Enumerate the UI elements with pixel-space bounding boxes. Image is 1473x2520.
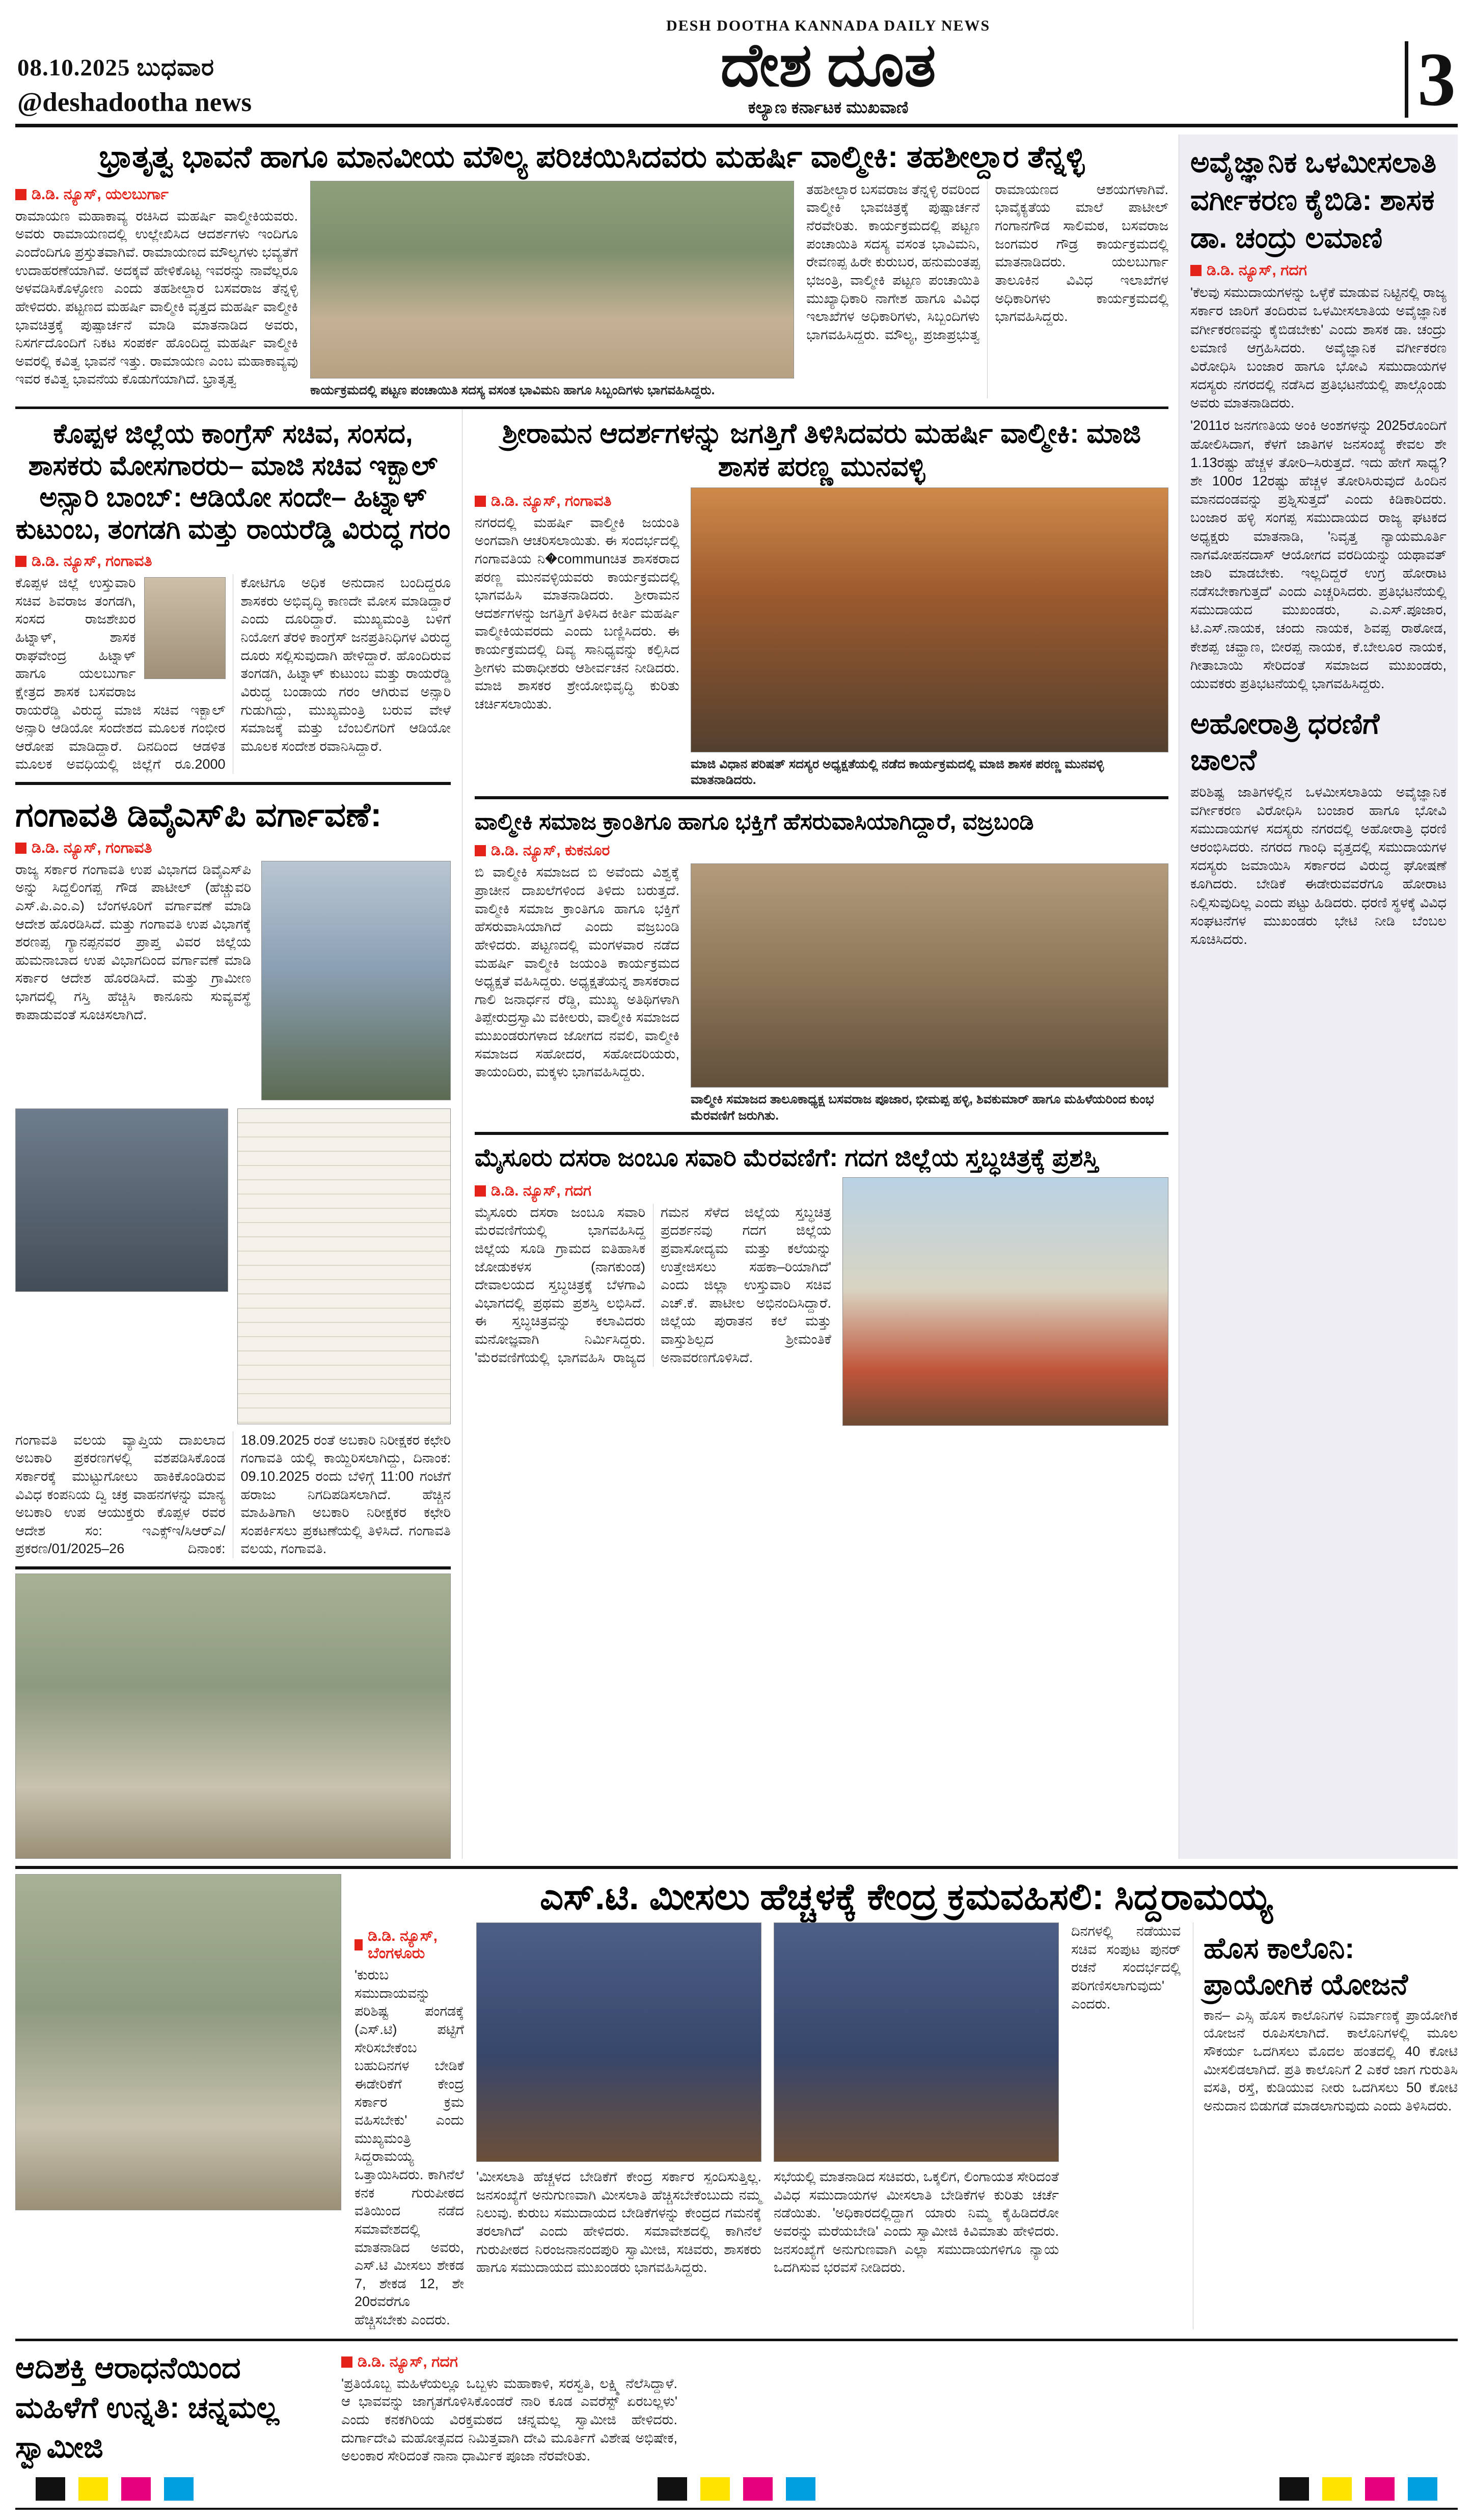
- st-body-b: 'ಮೀಸಲಾತಿ ಹೆಚ್ಚಳದ ಬೇಡಿಕೆಗೆ ಕೇಂದ್ರ ಸರ್ಕಾರ ಸ್ಪಂದಿಸುತ್ತಿಲ್ಲ. ಜನಸಂಖ್ಯೆಗೆ ಅನುಗುಣವಾಗಿ ಮೀಸಲಾತಿ ಹೆಚ್ಚಿಸಬೇಕೆಂಬುದು ನಮ್ಮ ನಿಲುವು. ಕುರುಬ ಸಮುದಾಯದ ಬೇಡಿಕೆಗಳನ್ನು ಕೇಂದ್ರದ ಗಮನಕ್ಕೆ ತರಲಾಗಿದೆ' ಎಂದು ಹೇಳಿದರು. ಸಮಾವೇಶದಲ್ಲಿ ಕಾಗಿನೆಲೆ ಗುರುಪೀಠದ ನಿರಂಜನಾನಂದಪುರಿ ಸ್ವಾಮೀಜಿ, ಸಚಿವರು, ಶಾಸಕರು ಹಾಗೂ ಸಮುದಾಯದ ಮುಖಂಡರು ಭಾಗವಹಿಸಿದ್ದರು.: [476, 2169, 761, 2275]
- cmyk-group-right: [1279, 2477, 1437, 2501]
- bottom-left-photo-block: [15, 1566, 451, 1859]
- transfer-order-document-photo: [237, 1108, 451, 1424]
- press-meet-speaker-photo: [15, 1108, 228, 1292]
- masthead-left: [17, 54, 252, 118]
- byline-marker-icon: [1190, 265, 1202, 276]
- footer-rule: [15, 2508, 1458, 2510]
- st-felicitation-photo-1: [476, 1922, 761, 2162]
- dysp-byline: [15, 839, 451, 857]
- byline-marker-icon: [354, 1939, 363, 1950]
- sidebar2-headline: ಅಹೋರಾತ್ರಿ ಧರಣಿಗೆ ಚಾಲನೆ: [1190, 708, 1380, 777]
- cmyk-cyan-swatch: [786, 2477, 815, 2501]
- dasara-text-block: [475, 1177, 831, 1426]
- lead-photo-block: [310, 181, 794, 398]
- cmyk-cyan-swatch: [1408, 2477, 1437, 2501]
- byline-marker-icon: [475, 1185, 486, 1197]
- dysp-headline: ಗಂಗಾವತಿ ಡಿವೈಎಸ್‌ಪಿ ವರ್ಗಾವಣೆ:: [15, 796, 382, 834]
- adishakti-text-block: [341, 2348, 677, 2468]
- sidebar1-byline-text: ಡಿ.ಡಿ. ನ್ಯೂಸ್, ಗದಗ: [1207, 262, 1307, 279]
- print-registration-marks: [36, 2477, 1437, 2501]
- shrirama-byline: [475, 493, 679, 510]
- cmyk-group-left: [36, 2477, 194, 2501]
- lead-body-right: ತಹಶೀಲ್ದಾರ ಬಸವರಾಜ ತೆನ್ನಳ್ಳಿ ರವರಿಂದ ವಾಲ್ಮೀಕಿ ಭಾವಚಿತ್ರಕ್ಕೆ ಪುಷ್ಪಾರ್ಚನೆ ನೆರವೇರಿತು. ಕಾರ್ಯಕ್ರಮದಲ್ಲಿ ಪಟ್ಟಣ ಪಂಚಾಯಿತಿ ಸದಸ್ಯ ವಸಂತ ಭಾವಿಮನಿ, ರೇವಣಪ್ಪ ಹಿರೇ ಕುರುಬರ, ಹನುಮಂತಪ್ಪ ಭಜಂತ್ರಿ, ವಾಲ್ಮೀಕಿ ಪಟ್ಟಣ ಪಂಚಾಯಿತಿ ಮುಖ್ಯಾಧಿಕಾರಿ ನಾಗೇಶ ಹಾಗೂ ವಿವಿಧ ಇಲಾಖೆಗಳ ಅಧಿಕಾರಿಗಳು, ಸಿಬ್ಬಂದಿಗಳು ಭಾಗವಹಿಸಿದ್ದರು. ಮೌಲ್ಯ, ಪ್ರಜಾಪ್ರಭುತ್ವ ರಾಮಾಯಣದ ಆಶಯಗಳಾಗಿವೆ. ಭಾವೈಕ್ಯತೆಯ ಮಾಲೆ ಪಾಟೀಲ್ ಗಂಗಾನಗೌಡ ಸಾಲಿಮಠ, ಬಸವರಾಜ ಜಂಗಮರ ಗೌಡ್ರ ಕಾರ್ಯಕ್ರಮದಲ್ಲಿ ಮಾತನಾಡಿದರು. ಯಲಬುರ್ಗಾ ತಾಲೂಕಿನ ವಿವಿಧ ಇಲಾಖೆಗಳ ಅಧಿಕಾರಿಗಳು ಕಾರ್ಯಕ್ರಮದಲ್ಲಿ ಭಾಗವಹಿಸಿದ್ದರು.: [806, 181, 1168, 342]
- vajrabandi-caption: ವಾಲ್ಮೀಕಿ ಸಮಾಜದ ತಾಲೂಕಾಧ್ಯಕ್ಷ ಬಸವರಾಜ ಪೂಜಾರ, ಭೀಮಪ್ಪ ಹಳ್ಳಿ, ಶಿವಕುಮಾರ್ ಹಾಗೂ ಮಹಿಳೆಯರಿಂದ ಕುಂಭ ಮೆರವಣಿಗೆ ಜರುಗಿತು.: [691, 1092, 1154, 1123]
- lead-body-left: ರಾಮಾಯಣ ಮಹಾಕಾವ್ಯ ರಚಿಸಿದ ಮಹರ್ಷಿ ವಾಲ್ಮೀಕಿಯವರು. ಅವರು ರಾಮಾಯಣದಲ್ಲಿ ಉಲ್ಲೇಖಿಸಿದ ಆದರ್ಶಗಳು ಇಂದಿಗೂ ಎಂದೆಂದಿಗೂ ಪ್ರಸ್ತುತವಾಗಿವೆ. ರಾಮಾಯಣದ ಮೌಲ್ಯಗಳು ಭವ್ಯತೆಗೆ ಉದಾಹರಣೆಯಾಗಿವೆ. ಅದಕ್ಕವೆ ಹೇಳಿಕೊಟ್ಟ ಇವರನ್ನು ನಾವೆಲ್ಲರೂ ಅಳವಡಿಸಿಕೊಳ್ಳೋಣ ಎಂದು ತಹಶೀಲ್ದಾರ ಬಸವರಾಜ ತೆನ್ನಳ್ಳಿ ಹೇಳಿದರು. ಪಟ್ಟಣದ ಮಹರ್ಷಿ ವಾಲ್ಮೀಕಿ ವೃತ್ತದ ಮಹರ್ಷಿ ವಾಲ್ಮೀಕಿ ಭಾವಚಿತ್ರಕ್ಕೆ ಪುಷ್ಪಾರ್ಚನೆ ಮಾಡಿ ಮಾತನಾಡಿದ ಅವರು, ನಿಸರ್ಗದೊಂದಿಗೆ ನಿಕಟ ಸಂಪರ್ಕ ಹೊಂದಿದ್ದ ಮಹರ್ಷಿ ವಾಲ್ಮೀಕಿ ಅವರಲ್ಲಿ ಕವಿತ್ವ ಭಾವನೆ ಇತ್ತು. ರಾಮಾಯಣ ಎಂಬ ಮಹಾಕಾವ್ಯವು ಇವರ ಕವಿತ್ವ ಭಾವನೆಯ ಕೊಡುಗೆಯಾಗಿದೆ. ಭ್ರಾತೃತ್ವ: [15, 208, 298, 387]
- st-column-d: [1071, 1922, 1181, 2329]
- procession-photo: [15, 1574, 451, 1859]
- lead-headline: ಭ್ರಾತೃತ್ವ ಭಾವನೆ ಹಾಗೂ ಮಾನವೀಯ ಮೌಲ್ಯ ಪರಿಚಯಿಸಿದವರು ಮಹರ್ಷಿ ವಾಲ್ಮೀಕಿ: ತಹಶೀಲ್ದಾರ ತೆನ್ನಳ್ಳಿ: [99, 140, 1085, 174]
- byline-marker-icon: [15, 556, 26, 567]
- masthead: [15, 14, 1458, 123]
- sidebar1-body-2: '2011ರ ಜನಗಣತಿಯ ಅಂಕಿ ಅಂಶಗಳನ್ನು 2025ರೊಂದಿಗೆ ಹೋಲಿಸಿದಾಗ, ಕೆಳಗೆ ಜಾತಿಗಳ ಜನಸಂಖ್ಯೆ ಕೇವಲ ಶೇ 1.13ರಷ್ಟು ಹೆಚ್ಚಳ ತೋರಿ–ಸಿರುತ್ತದೆ. ಇದು ಹೇಗೆ ಸಾಧ್ಯ? ಶೇ 100ರ 12ರಷ್ಟು ಹೆಚ್ಚಳ ತೋರಿಸಿರುವುದೆ ಹಿಂದಿನ ಮಾನದಂಡವನ್ನು ಪ್ರಶ್ನಿಸುತ್ತದೆ' ಎಂದು ಕಿಡಿಕಾರಿದರು. ಬಂಜಾರ ಹಳ್ಳಿ ಸಂಗಪ್ಪ ಸಮುದಾಯದ ರಾಜ್ಯ ಘಟಕದ ಅಧ್ಯಕ್ಷರು ಮಾತನಾಡಿ, 'ನಿವೃತ್ತ ನ್ಯಾಯಮೂರ್ತಿ ನಾಗಮೋಹನದಾಸ್ ಆಯೋಗದ ವರದಿಯನ್ನು ಯಥಾವತ್ ಜಾರಿ ಮಾಡಬೇಕು. ಇಲ್ಲದಿದ್ದರೆ ಉಗ್ರ ಹೋರಾಟ ನಡೆಸಬೇಕಾಗುತ್ತದೆ' ಎಂದು ಎಚ್ಚರಿಸಿದರು. ಪ್ರತಿಭಟನೆಯಲ್ಲಿ ಸಮುದಾಯದ ಮುಖಂಡರು, ಎ.ಎಸ್.ಪೂಜಾರ, ಟಿ.ಎಸ್.ನಾಯಕ, ಚಂದು ನಾಯಕ, ಶಿವಪ್ಪ ರಾಠೋಡ, ಕೇಶಪ್ಪ ಚವ್ಹಾಣ, ಬೀರಪ್ಪ ನಾಯಕ, ಕೆ.ಬೇಲೂರ ನಾಯಕ, ಗೀತಾಬಾಯಿ ಸೇರಿದಂತೆ ಸಮಾಜದ ಮುಖಂಡರು, ಯುವಕರು ಪ್ರತಿಭಟನೆಯಲ್ಲಿ ಭಾಗವಹಿಸಿದ್ದರು.: [1190, 418, 1447, 691]
- st-body-a: 'ಕುರುಬ ಸಮುದಾಯವನ್ನು ಪರಿಶಿಷ್ಟ ಪಂಗಡಕ್ಕೆ (ಎಸ್.ಟಿ) ಪಟ್ಟಿಗೆ ಸೇರಿಸಬೇಕೆಂಬ ಬಹುದಿನಗಳ ಬೇಡಿಕೆ ಈಡೇರಿಕೆಗೆ ಕೇಂದ್ರ ಸರ್ಕಾರ ಕ್ರಮ ವಹಿಸಬೇಕು' ಎಂದು ಮುಖ್ಯಮಂತ್ರಿ ಸಿದ್ದರಾಮಯ್ಯ ಒತ್ತಾಯಿಸಿದರು. ಕಾಗಿನೆಲೆ ಕನಕ ಗುರುಪೀಠದ ವತಿಯಿಂದ ನಡೆದ ಸಮಾವೇಶದಲ್ಲಿ ಮಾತನಾಡಿದ ಅವರು, ಎಸ್.ಟಿ ಮೀಸಲು ಶೇಕಡ 7, ಶೇಕಡ 12, ಶೇ 20ರವರೆಗೂ ಹೆಚ್ಚಿಸಬೇಕು ಎಂದರು.: [354, 1967, 464, 2328]
- vajrabandi-headline: ವಾಲ್ಮೀಕಿ ಸಮಾಜ ಕ್ರಾಂತಿಗೂ ಹಾಗೂ ಭಕ್ತಿಗೆ ಹೆಸರುವಾಸಿಯಾಗಿದ್ದಾರೆ, ವಜ್ರಬಂಡಿ: [475, 808, 1034, 835]
- adishakti-byline-text: ಡಿ.ಡಿ. ನ್ಯೂಸ್, ಗದಗ: [358, 2353, 458, 2370]
- right-sidebar: [1179, 134, 1458, 1859]
- st-column-b: [476, 1922, 761, 2329]
- st-column-a: [354, 1922, 464, 2329]
- sidebar1-byline: [1190, 262, 1447, 279]
- article-sidebar-dharani: [1190, 706, 1447, 949]
- article-dasara: [475, 1132, 1168, 1426]
- lead-byline: [15, 186, 298, 203]
- shrirama-speaker-photo: [691, 487, 1168, 752]
- st-column-e: [1193, 1922, 1458, 2329]
- article-koppal: [15, 409, 451, 774]
- shrirama-byline-text: ಡಿ.ಡಿ. ನ್ಯೂಸ್, ಗಂಗಾವತಿ: [491, 492, 612, 509]
- koppal-body-text: ಕೊಪ್ಪಳ ಜಿಲ್ಲೆ ಉಸ್ತುವಾರಿ ಸಚಿವ ಶಿವರಾಜ ತಂಗಡಗಿ, ಸಂಸದ ರಾಜಶೇಖರ ಹಿಟ್ನಾಳ್, ಶಾಸಕ ರಾಘವೇಂದ್ರ ಹಿಟ್ನಾಳ್ ಹಾಗೂ ಯಲಬುರ್ಗಾ ಕ್ಷೇತ್ರದ ಶಾಸಕ ಬಸವರಾಜ ರಾಯರೆಡ್ಡಿ ವಿರುದ್ಧ ಮಾಜಿ ಸಚಿವ ಇಕ್ಬಾಲ್ ಅನ್ಸಾರಿ ಆಡಿಯೋ ಸಂದೇಶದ ಮೂಲಕ ಗಂಭೀರ ಆರೋಪ ಮಾಡಿದ್ದಾರೆ. ದಿನದಿಂದ ಆಡಳಿತ ಮೂಲಕ ಅವಧಿಯಲ್ಲಿ ಜಿಲ್ಲೆಗೆ ರೂ.2000 ಕೋಟಿಗೂ ಅಧಿಕ ಅನುದಾನ ಬಂದಿದ್ದರೂ ಶಾಸಕರು ಅಭಿವೃದ್ಧಿ ಕಾಣದೇ ಮೋಸ ಮಾಡಿದ್ದಾರೆ ಎಂದು ದೂರಿದ್ದಾರೆ. ಮುಖ್ಯಮಂತ್ರಿ ಬಳಿಗೆ ನಿಯೋಗ ತೆರಳಿ ಕಾಂಗ್ರೆಸ್ ಜನಪ್ರತಿನಿಧಿಗಳ ವಿರುದ್ಧ ದೂರು ಸಲ್ಲಿಸುವುದಾಗಿ ಹೇಳಿದ್ದಾರೆ. ಹೊಂದಿರುವ ತಂಗಡಗಿ, ಹಿಟ್ನಾಳ್ ಕುಟುಂಬ ಮತ್ತು ರಾಯರೆಡ್ಡಿ ವಿರುದ್ಧ ಬಂಡಾಯ ಗರಂ ಆಗಿರುವ ಅನ್ಸಾರಿ ಗುಡುಗಿದ್ದು, ಮುಖ್ಯಮಂತ್ರಿ ಬರುವ ವೇಳೆ ಸಮಾಜಕ್ಕೆ ಮತ್ತು ಬೆಂಬಲಿಗರಿಗೆ ಆಡಿಯೋ ಮೂಲಕ ಸಂದೇಶ ರವಾನಿಸಿದ್ದಾರೆ.: [15, 575, 451, 772]
- lead-photo-caption: ಕಾರ್ಯಕ್ರಮದಲ್ಲಿ ಪಟ್ಟಣ ಪಂಚಾಯಿತಿ ಸದಸ್ಯ ವಸಂತ ಭಾವಿಮನಿ ಹಾಗೂ ಸಿಬ್ಬಂದಿಗಳು ಭಾಗವಹಿಸಿದ್ದರು.: [310, 383, 715, 397]
- cmyk-cyan-swatch: [164, 2477, 194, 2501]
- shrirama-photo-block: [691, 487, 1168, 789]
- hosa-body: ಕಾನ– ಎಸ್ಸಿ ಹೊಸ ಕಾಲೊನಿಗಳ ನಿರ್ಮಾಣಕ್ಕೆ ಪ್ರಾಯೋಗಿಕ ಯೋಜನೆ ರೂಪಿಸಲಾಗಿದೆ. ಕಾಲೊನಿಗಳಲ್ಲಿ ಮೂಲ ಸೌಕರ್ಯ ಒದಗಿಸಲು ಮೊದಲ ಹಂತದಲ್ಲಿ 40 ಕೋಟಿ ಮೀಸಲಿಡಲಾಗಿದೆ. ಪ್ರತಿ ಕಾಲೊನಿಗೆ 2 ಎಕರೆ ಜಾಗ ಗುರುತಿಸಿ ವಸತಿ, ರಸ್ತೆ, ಕುಡಿಯುವ ನೀರು ಒದಗಿಸಲು 50 ಕೋಟಿ ಅನುದಾನ ಬಿಡುಗಡೆ ಮಾಡಲಾಗುವುದು ಎಂದು ತಿಳಿಸಿದರು.: [1204, 2007, 1458, 2113]
- st-body-d: ದಿನಗಳಲ್ಲಿ ನಡೆಯುವ ಸಚಿವ ಸಂಪುಟ ಪುನರ್ ರಚನೆ ಸಂದರ್ಭದಲ್ಲಿ ಪರಿಗಣಿಸಲಾಗುವುದು' ಎಂದರು.: [1071, 1923, 1181, 2012]
- sidebar1-body-1: 'ಕೆಲವು ಸಮುದಾಯಗಳನ್ನು ಒಳ್ಳೆಕೆ ಮಾಡುವ ನಿಟ್ಟಿನಲ್ಲಿ ರಾಜ್ಯ ಸರ್ಕಾರ ಜಾರಿಗೆ ತಂದಿರುವ ಒಳಮೀಸಲಾತಿಯ ಅವೈಜ್ಞಾನಿಕ ವರ್ಗೀಕರಣವನ್ನು ಕೈಬಿಡಬೇಕು' ಎಂದು ಶಾಸಕ ಡಾ. ಚಂದ್ರು ಲಮಾಣಿ ಆಗ್ರಹಿಸಿದರು. ಅವೈಜ್ಞಾನಿಕ ವರ್ಗೀಕರಣ ವಿರೋಧಿಸಿ ಬಂಜಾರ ಹಾಗೂ ಭೋವಿ ಸಮುದಾಯಗಳ ಸದಸ್ಯರು ನಗರದಲ್ಲಿ ನಡೆಸಿದ ಪ್ರತಿಭಟನೆಯಲ್ಲಿ ಪಾಲ್ಗೊಂಡು ಅವರು ಮಾತನಾಡಿದರು.: [1190, 285, 1447, 411]
- dysp-media-column: [15, 1108, 228, 1424]
- koppal-headline: ಕೊಪ್ಪಳ ಜಿಲ್ಲೆಯ ಕಾಂಗ್ರೆಸ್ ಸಚಿವ, ಸಂಸದ, ಶಾಸಕರು ಮೋಸಗಾರರು– ಮಾಜಿ ಸಚಿವ ಇಕ್ಬಾಲ್ ಅನ್ಸಾರಿ ಬಾಂಬ್: ಆಡಿಯೋ ಸಂದೇ– ಹಿಟ್ನಾಳ್ ಕುಟುಂಬ, ತಂಗಡಗಿ ಮತ್ತು ರಾಯರೆಡ್ಡಿ ವಿರುದ್ಧ ಗರಂ: [15, 419, 451, 545]
- page-number-divider: [1405, 41, 1408, 118]
- article-sidebar-inner-reservation: [1190, 144, 1447, 693]
- durga-procession-photo: [15, 1874, 341, 2210]
- vajrabandi-photo-block: [691, 863, 1168, 1124]
- cmyk-magenta-swatch: [1365, 2477, 1395, 2501]
- lead-group-photo: [310, 181, 794, 378]
- adishakti-body: 'ಪ್ರತಿಯೊಬ್ಬ ಮಹಿಳೆಯಲ್ಲೂ ಒಬ್ಬಳು ಮಹಾಕಾಳಿ, ಸರಸ್ವತಿ, ಲಕ್ಷ್ಮಿ ನೆಲೆಸಿದ್ದಾಳೆ. ಆ ಭಾವವನ್ನು ಜಾಗೃತಗೊಳಿಸಿಕೊಂಡರೆ ನಾರಿ ಕೂಡ ಎವರೆಸ್ಟ್ ಏರಬಲ್ಲಳು' ಎಂದು ಕನಕಗಿರಿಯ ವಿರಕ್ತಮಠದ ಚನ್ನಮಲ್ಲ ಸ್ವಾಮೀಜಿ ಹೇಳಿದರು. ದುರ್ಗಾದೇವಿ ಮಹೋತ್ಸವದ ನಿಮಿತ್ತವಾಗಿ ದೇವಿ ಮೂರ್ತಿಗೆ ವಿಶೇಷ ಅಭಿಷೇಕ, ಅಲಂಕಾರ ಸೇರಿದಂತೆ ನಾನಾ ಧಾರ್ಮಿಕ ಪೂಜಾ ನೆರವೇರಿತು.: [341, 2375, 677, 2464]
- masthead-kannada-title: ದೇಶ ದೂತ: [720, 32, 936, 99]
- vajrabandi-stage-photo: [691, 863, 1168, 1088]
- vajrabandi-body: ಬಿ ವಾಲ್ಮೀಕಿ ಸಮಾಜದ ಬಿ ಅವೆಂದು ವಿಶ್ವಕ್ಕೆ ಪ್ರಾಚೀನ ದಾಖಲೆಗಳಿಂದ ತಿಳಿದು ಬರುತ್ತದೆ. ವಾಲ್ಮೀಕಿ ಸಮಾಜ ಕ್ರಾಂತಿಗೂ ಹಾಗೂ ಭಕ್ತಿಗೆ ಹೆಸರುವಾಸಿಯಾಗಿದೆ ಎಂದು ವಜ್ರಬಂಡಿ ಹೇಳಿದರು. ಪಟ್ಟಣದಲ್ಲಿ ಮಂಗಳವಾರ ನಡೆದ ಮಹರ್ಷಿ ವಾಲ್ಮೀಕಿ ಜಯಂತಿ ಕಾರ್ಯಕ್ರಮದ ಅಧ್ಯಕ್ಷತೆ ವಹಿಸಿದ್ದರು. ಅಧ್ಯಕ್ಷತೆಯನ್ನ ಶಾಸಕರಾದ ಗಾಲಿ ಜನಾರ್ಧನ ರೆಡ್ಡಿ, ಮುಖ್ಯ ಅತಿಥಿಗಳಾಗಿ ತಿಪ್ಪೇರುದ್ರಸ್ವಾಮಿ ವಕೀಲರು, ವಾಲ್ಮೀಕಿ ಸಮಾಜದ ಮುಖಂಡರುಗಳಾದ ಜೋಗದ ನವಲಿ, ವಾಲ್ಮೀಕಿ ಸಮಾಜದ ಸಹೋದರ, ಸಹೋದರಿಯರು, ತಾಯಂದಿರು, ಮಕ್ಕಳು ಭಾಗವಹಿಸಿದ್ದರು.: [475, 864, 679, 1080]
- st-body-c: ಸಭೆಯಲ್ಲಿ ಮಾತನಾಡಿದ ಸಚಿವರು, ಒಕ್ಕಲಿಗ, ಲಿಂಗಾಯತ ಸೇರಿದಂತೆ ವಿವಿಧ ಸಮುದಾಯಗಳ ಮೀಸಲಾತಿ ಬೇಡಿಕೆಗಳ ಕುರಿತು ಚರ್ಚೆ ನಡೆಯಿತು. 'ಅಧಿಕಾರದಲ್ಲಿದ್ದಾಗ ಯಾರು ನಿಮ್ಮ ಕೈಹಿಡಿದರೋ ಅವರನ್ನು ಮರೆಯಬೇಡಿ' ಎಂದು ಸ್ವಾಮೀಜಿ ಕಿವಿಮಾತು ಹೇಳಿದರು. ಜನಸಂಖ್ಯೆಗೆ ಅನುಗುಣವಾಗಿ ಎಲ್ಲಾ ಸಮುದಾಯಗಳಿಗೂ ನ್ಯಾಯ ಒದಗಿಸುವ ಭರವಸೆ ನೀಡಿದರು.: [774, 2169, 1059, 2275]
- dysp-notice: ಗಂಗಾವತಿ ವಲಯ ವ್ಯಾಪ್ತಿಯ ದಾಖಲಾದ ಅಬಕಾರಿ ಪ್ರಕರಣಗಳಲ್ಲಿ ವಶಪಡಿಸಿಕೊಂಡ ಸರ್ಕಾರಕ್ಕೆ ಮುಟ್ಟುಗೋಲು ಹಾಕಿಕೊಂಡಿರುವ ವಿವಿಧ ಕಂಪನಿಯ ದ್ವಿ ಚಕ್ರ ವಾಹನಗಳನ್ನು ಮಾನ್ಯ ಅಬಕಾರಿ ಉಪ ಆಯುಕ್ತರು ಕೊಪ್ಪಳ ರವರ ಆದೇಶ ಸಂ: ಇಎಕ್ಸ್‌ಇ/ಸಿಆರ್‌ಎ/ ಪ್ರಕರಣ/01/2025–26 ದಿನಾಂಕ: 18.09.2025 ರಂತೆ ಅಬಕಾರಿ ನಿರೀಕ್ಷಕರ ಕಛೇರಿ ಗಂಗಾವತಿ ಯಲ್ಲಿ ಕಾಯ್ದಿರಿಸಲಾಗಿದ್ದು, ದಿನಾಂಕ: 09.10.2025 ರಂದು ಬೆಳಿಗ್ಗೆ 11:00 ಗಂಟೆಗೆ ಹರಾಜು ನಿಗದಿಪಡಿಸಲಾಗಿದೆ. ಹೆಚ್ಚಿನ ಮಾಹಿತಿಗಾಗಿ ಅಬಕಾರಿ ನಿರೀಕ್ಷಕರ ಕಛೇರಿ ಸಂಪರ್ಕಿಸಲು ಪ್ರಕಟಣೆಯಲ್ಲಿ ತಿಳಿಸಿದೆ. ಗಂಗಾವತಿ ವಲಯ, ಗಂಗಾವತಿ.: [15, 1432, 451, 1557]
- cmyk-magenta-swatch: [743, 2477, 773, 2501]
- masthead-english-title: DESH DOOTHA KANNADA DAILY NEWS: [666, 17, 991, 34]
- sidebar2-body: ಪರಿಶಿಷ್ಟ ಜಾತಿಗಳಲ್ಲಿನ ಒಳಮೀಸಲಾತಿಯ ಅವೈಜ್ಞಾನಿಕ ವರ್ಗೀಕರಣ ವಿರೋಧಿಸಿ ಬಂಜಾರ ಹಾಗೂ ಭೋವಿ ಸಮುದಾಯಗಳ ಸದಸ್ಯರು ನಗರದಲ್ಲಿ ಅಹೋರಾತ್ರಿ ಧರಣಿ ಆರಂಭಿಸಿದರು. ನಗರದ ಗಾಂಧಿ ವೃತ್ತದಲ್ಲಿ ಸಮುದಾಯಗಳ ಸದಸ್ಯರು ಜಮಾಯಿಸಿ ಸರ್ಕಾರದ ವಿರುದ್ಧ ಘೋಷಣೆ ಕೂಗಿದರು. ಬೇಡಿಕೆ ಈಡೇರುವವರೆಗೂ ಹೋರಾಟ ನಿಲ್ಲಿಸುವುದಿಲ್ಲ ಎಂದು ಪಟ್ಟು ಹಿಡಿದರು. ಧರಣಿ ಸ್ಥಳಕ್ಕೆ ವಿವಿಧ ಸಂಘಟನೆಗಳ ಮುಖಂಡರು ಭೇಟಿ ನೀಡಿ ಬೆಂಬಲ ಸೂಚಿಸಿದರು.: [1190, 784, 1447, 947]
- article-adishakti: [15, 2339, 1458, 2468]
- byline-marker-icon: [475, 845, 486, 856]
- dasara-byline: [475, 1182, 831, 1200]
- center-column: [475, 409, 1168, 1859]
- st-story-block: [354, 1874, 1458, 2329]
- st-column-c: [774, 1922, 1059, 2329]
- header-rule: [15, 124, 1458, 127]
- st-felicitation-photo-2: [774, 1922, 1059, 2162]
- police-officer-portrait-photo: [261, 861, 451, 1100]
- st-byline-text: ಡಿ.ಡಿ. ನ್ಯೂಸ್, ಬೆಂಗಳೂರು: [368, 1928, 438, 1962]
- hosa-headline-line1: ಹೊಸ ಕಾಲೊನಿ:: [1204, 1932, 1355, 1965]
- shrirama-text-block: [475, 487, 679, 789]
- sidebar1-headline: ಅವೈಜ್ಞಾನಿಕ ಒಳಮೀಸಲಾತಿ ವರ್ಗೀಕರಣ ಕೈಬಿಡಿ: ಶಾಸಕ ಡಾ. ಚಂದ್ರು ಲಮಾಣಿ: [1190, 146, 1437, 255]
- page-number: 3: [1417, 37, 1456, 122]
- cmyk-yellow-swatch: [1322, 2477, 1352, 2501]
- shrirama-caption: ಮಾಜಿ ವಿಧಾನ ಪರಿಷತ್ ಸದಸ್ಯರ ಅಧ್ಯಕ್ಷತೆಯಲ್ಲಿ ನಡೆದ ಕಾರ್ಯಕ್ರಮದಲ್ಲಿ ಮಾಜಿ ಶಾಸಕ ಪರಣ್ಣ ಮುನವಳ್ಳಿ ಮಾತನಾಡಿದರು.: [691, 756, 1104, 787]
- dasara-byline-text: ಡಿ.ಡಿ. ನ್ಯೂಸ್, ಗದಗ: [491, 1182, 591, 1199]
- masthead-tagline: ಕಲ್ಯಾಣ ಕರ್ನಾಟಕ ಮುಖವಾಣಿ: [748, 98, 909, 117]
- dysp-body: ರಾಜ್ಯ ಸರ್ಕಾರ ಗಂಗಾವತಿ ಉಪ ವಿಭಾಗದ ಡಿವೈಎಸ್‌ಪಿ ಅನ್ನು ಸಿದ್ದಲಿಂಗಪ್ಪ ಗೌಡ ಪಾಟೀಲ್ (ಹೆಚ್ಚುವರಿ ಎಸ್.ಪಿ.ಎಂ.ಎ) ಬೆಂಗಳೂರಿಗೆ ವರ್ಗಾವಣೆ ಮಾಡಿ ಆದೇಶ ಹೊರಡಿಸಿದೆ. ಮತ್ತು ಗಂಗಾವತಿ ಉಪ ವಿಭಾಗಕ್ಕೆ ಶರಣಪ್ಪ ಗ್ಯಾನಪ್ಪನವರ ಪ್ರಾಪ್ತ ವಿವರ ಜಿಲ್ಲೆಯ ಹುಮನಾಬಾದ ಉಪ ವಿಭಾಗದಿಂದ ವರ್ಗಾವಣೆ ಮಾಡಿ ಸರ್ಕಾರ ಆದೇಶ ಹೊರಡಿಸಿದೆ. ಮತ್ತು ಗ್ರಾಮೀಣ ಭಾಗದಲ್ಲಿ ಗಸ್ತಿ ಹೆಚ್ಚಿಸಿ ಕಾನೂನು ಸುವ್ಯವಸ್ಥೆ ಕಾಪಾಡುವಂತೆ ಸೂಚಿಸಲಾಗಿದೆ.: [15, 861, 251, 1022]
- shrirama-body: ನಗರದಲ್ಲಿ ಮಹರ್ಷಿ ವಾಲ್ಮೀಕಿ ಜಯಂತಿ ಅಂಗವಾಗಿ ಆಚರಿಸಲಾಯಿತು. ಈ ಸಂದರ್ಭದಲ್ಲಿ ಗಂಗಾವತಿಯ ನಿ�communಚಿತ ಶಾಸಕರಾದ ಪರಣ್ಣ ಮುನವಳ್ಳಿಯವರು ಕಾರ್ಯಕ್ರಮದಲ್ಲಿ ಭಾಗವಹಿಸಿ ಮಾತನಾಡಿದರು. ಶ್ರೀರಾಮನ ಆದರ್ಶಗಳನ್ನು ಜಗತ್ತಿಗೆ ತಿಳಿಸಿದ ಕೀರ್ತಿ ಮಹರ್ಷಿ ವಾಲ್ಮೀಕಿಯವರದು ಎಂದು ಬಣ್ಣಿಸಿದರು. ಈ ಕಾರ್ಯಕ್ರಮದಲ್ಲಿ ದಿವ್ಯ ಸಾನಿಧ್ಯವನ್ನು ಕಲ್ಪಿಸಿದ ಶ್ರೀಗಳು ಮಠಾಧೀಶರು ಆಶೀರ್ವಚನ ನೀಡಿದರು. ಮಾಜಿ ಶಾಸಕರ ಶ್ರೇಯೋಭಿವೃದ್ಧಿ ಕುರಿತು ಚರ್ಚಿಸಲಾಯಿತು.: [475, 514, 679, 712]
- st-byline: [354, 1928, 464, 1962]
- article-st-reservation: [15, 1866, 1458, 2329]
- masthead-center: [252, 17, 1405, 118]
- hosa-headline: [1204, 1931, 1458, 2003]
- koppal-byline: [15, 553, 451, 570]
- article-dysp: [15, 782, 451, 1558]
- lead-column-left: [15, 181, 298, 398]
- dasara-tableau-photo: [842, 1177, 1168, 1426]
- byline-marker-icon: [341, 2356, 352, 2368]
- st-headline: ಎಸ್.ಟಿ. ಮೀಸಲು ಹೆಚ್ಚಳಕ್ಕೆ ಕೇಂದ್ರ ಕ್ರಮವಹಿಸಲಿ: ಸಿದ್ದರಾಮಯ್ಯ: [539, 1877, 1273, 1918]
- lead-byline-text: ಡಿ.ಡಿ. ನ್ಯೂಸ್, ಯಲಬುರ್ಗಾ: [32, 185, 169, 203]
- main-content-column: [15, 134, 1168, 1859]
- cmyk-yellow-swatch: [700, 2477, 730, 2501]
- article-lead: [15, 134, 1168, 409]
- masthead-right: [1405, 37, 1456, 122]
- koppal-body: [15, 574, 451, 774]
- shrirama-headline: ಶ್ರೀರಾಮನ ಆದರ್ಶಗಳನ್ನು ಜಗತ್ತಿಗೆ ತಿಳಿಸಿದವರು ಮಹರ್ಷಿ ವಾಲ್ಮೀಕಿ: ಮಾಜಿ ಶಾಸಕ ಪರಣ್ಣ ಮುನವಳ್ಳಿ: [502, 418, 1141, 482]
- article-shrirama: [475, 409, 1168, 788]
- cmyk-black-swatch: [36, 2477, 65, 2501]
- dasara-headline: ಮೈಸೂರು ದಸರಾ ಜಂಬೂ ಸವಾರಿ ಮೆರವಣಿಗೆ: ಗದಗ ಜಿಲ್ಲೆಯ ಸ್ತಬ್ಧಚಿತ್ರಕ್ಕೆ ಪ್ರಶಸ್ತಿ: [475, 1144, 1099, 1172]
- cmyk-black-swatch: [658, 2477, 687, 2501]
- byline-marker-icon: [15, 843, 26, 854]
- byline-marker-icon: [475, 496, 486, 507]
- social-handle: @deshadootha news: [17, 88, 252, 117]
- vajrabandi-byline: [475, 842, 1168, 859]
- cmyk-black-swatch: [1279, 2477, 1309, 2501]
- left-column: [15, 409, 462, 1859]
- adishakti-headline: ಆದಿಶಕ್ತಿ ಆರಾಧನೆಯಿಂದ ಮಹಿಳೆಗೆ ಉನ್ನತಿ: ಚನ್ನಮಲ್ಲ ಸ್ವಾಮೀಜಿ: [15, 2351, 279, 2464]
- st-left-photo-block: [15, 1874, 341, 2329]
- byline-marker-icon: [15, 189, 26, 200]
- hosa-headline-line2: ಪ್ರಾಯೋಗಿಕ ಯೋಜನೆ: [1204, 1968, 1408, 2001]
- koppal-byline-text: ಡಿ.ಡಿ. ನ್ಯೂಸ್, ಗಂಗಾವತಿ: [32, 553, 152, 570]
- dysp-byline-text: ಡಿ.ಡಿ. ನ್ಯೂಸ್, ಗಂಗಾವತಿ: [32, 839, 152, 856]
- article-vajrabandi: [475, 796, 1168, 1124]
- cmyk-group-center: [658, 2477, 815, 2501]
- cmyk-magenta-swatch: [121, 2477, 151, 2501]
- ansari-portrait-photo: [144, 577, 226, 679]
- edition-date: 08.10.2025 ಬುಧವಾರ: [17, 55, 215, 81]
- cmyk-yellow-swatch: [78, 2477, 108, 2501]
- vajrabandi-byline-text: ಡಿ.ಡಿ. ನ್ಯೂಸ್, ಕುಕನೂರ: [491, 842, 610, 859]
- dasara-body: ಮೈಸೂರು ದಸರಾ ಜಂಬೂ ಸವಾರಿ ಮೆರವಣಿಗೆಯಲ್ಲಿ ಭಾಗವಹಿಸಿದ್ದ ಜಿಲ್ಲೆಯ ಸೂಡಿ ಗ್ರಾಮದ ಐತಿಹಾಸಿಕ ಜೋಡುಕಳಸ (ನಾಗಕುಂಡ) ದೇವಾಲಯದ ಸ್ತಬ್ಧಚಿತ್ರಕ್ಕೆ ಬೆಳಗಾವಿ ವಿಭಾಗದಲ್ಲಿ ಪ್ರಥಮ ಪ್ರಶಸ್ತಿ ಲಭಿಸಿದೆ. ಈ ಸ್ತಬ್ಧಚಿತ್ರವನ್ನು ಕಲಾವಿದರು ಮನೋಜ್ಞವಾಗಿ ನಿರ್ಮಿಸಿದ್ದರು. 'ಮೆರವಣಿಗೆಯಲ್ಲಿ ಭಾಗವಹಿಸಿ ರಾಜ್ಯದ ಗಮನ ಸೆಳೆದ ಜಿಲ್ಲೆಯ ಸ್ತಬ್ಧಚಿತ್ರ ಪ್ರದರ್ಶನವು ಗದಗ ಜಿಲ್ಲೆಯ ಪ್ರವಾಸೋದ್ಯಮ ಮತ್ತು ಕಲೆಯನ್ನು ಉತ್ತೇಜಿಸಲು ಸಹಕಾ–ರಿಯಾಗಿದೆ' ಎಂದು ಜಿಲ್ಲಾ ಉಸ್ತುವಾರಿ ಸಚಿವ ಎಚ್.ಕೆ. ಪಾಟೀಲ ಅಭಿನಂದಿಸಿದ್ದಾರೆ. ಜಿಲ್ಲೆಯ ಪುರಾತನ ಕಲೆ ಮತ್ತು ವಾಸ್ತುಶಿಲ್ಪದ ಶ್ರೀಮಂತಿಕೆ ಅನಾವರಣಗೊಳಿಸಿದೆ.: [475, 1204, 831, 1365]
- adishakti-byline: [341, 2353, 677, 2371]
